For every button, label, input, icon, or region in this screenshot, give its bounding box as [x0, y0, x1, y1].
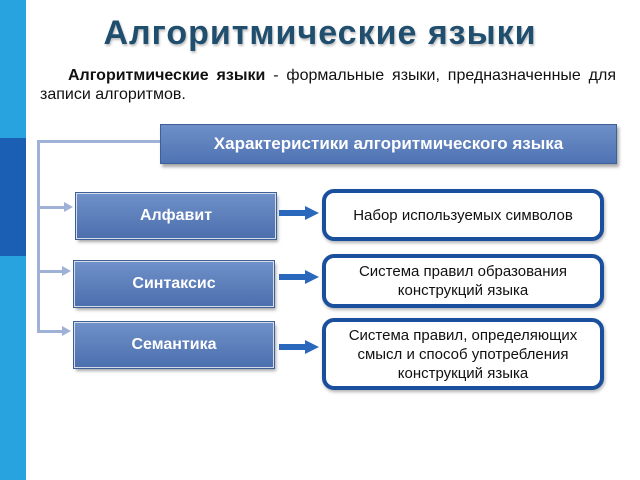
- connector-branch-1: [38, 206, 66, 209]
- description-syntax: Система правил образования конструкций языка: [322, 254, 604, 308]
- connector-arrowhead-1: [64, 202, 73, 212]
- characteristics-header: Характеристики алгоритмического языка: [160, 124, 617, 164]
- item-syntax: Синтаксис: [74, 261, 274, 307]
- item-semantics: Семантика: [74, 322, 274, 368]
- description-semantics: Система правил, определяющих смысл и способ употребления конструкций языка: [322, 318, 604, 390]
- intro-term: Алгоритмические языки: [68, 67, 266, 84]
- slide-title: Алгоритмические языки: [103, 14, 537, 52]
- arrow-right-icon: [279, 206, 319, 220]
- description-alphabet: Набор используемых символов: [322, 189, 604, 241]
- item-alphabet: Алфавит: [76, 193, 276, 239]
- intro-definition: - формальные языки, предназначенные для записи алгоритмов.: [40, 67, 617, 103]
- arrow-right-icon: [279, 340, 319, 354]
- arrow-right-icon: [279, 270, 319, 284]
- side-decor-strip-dark: [0, 138, 26, 256]
- connector-vertical: [37, 140, 40, 333]
- connector-branch-3: [38, 330, 64, 333]
- connector-branch-2: [38, 270, 64, 273]
- connector-arrowhead-3: [62, 326, 71, 336]
- connector-arrowhead-2: [62, 266, 71, 276]
- connector-horizontal-top: [38, 140, 160, 143]
- intro-paragraph: [40, 66, 616, 104]
- side-decor-strip: [0, 0, 26, 480]
